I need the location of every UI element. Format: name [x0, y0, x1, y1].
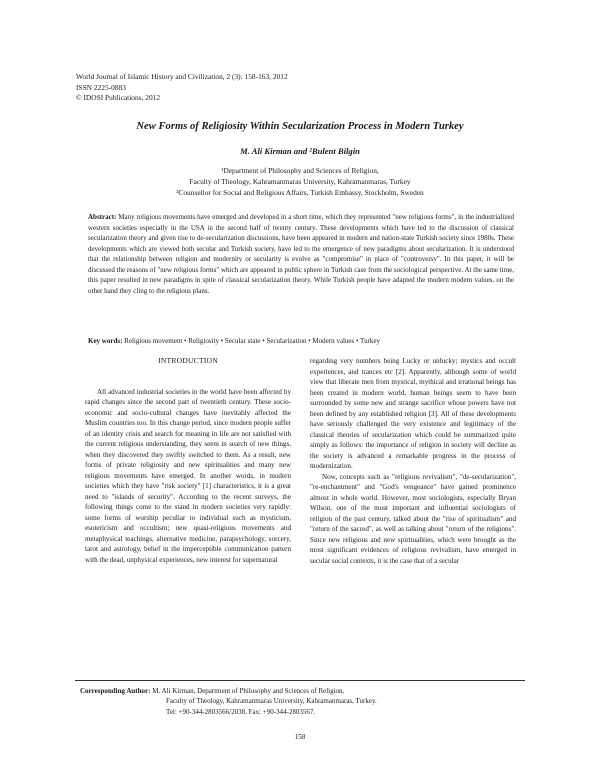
authors: M. Ali Kirman and ²Bulent Bilgin	[240, 146, 360, 156]
page-number: 158	[294, 733, 306, 741]
right-column	[310, 356, 516, 566]
footer-divider	[75, 680, 525, 681]
affiliation-line: ²Counsellor for Social and Religious Affairs, Turkish Embassy, Stockholm, Sweden	[176, 187, 424, 197]
corresponding-author-label: Corresponding Author:	[80, 687, 151, 695]
abstract	[88, 212, 514, 296]
corresponding-author-line: M. Ali Kirman, Department of Philosophy and Sciences of Religion,	[152, 687, 345, 695]
issn: ISSN 2225-0883	[76, 82, 126, 92]
abstract-text: Many religious movements have emerged and developed in a short time, which they represented "new religious forms", in the industrialized western societies especially in the USA in the second half of twenty century. These developments which have led to the discussion of classical secularization theory and given rise to de-secularization discussions, have been appeared in modern and nation-state Turkish society since 1980s. These developments which are viewed both secular and Turkish society, have led to the emergence of new paradigms about secularization. It is understood that the relationship between religion and modernity or secularity is evolve as "compromise" in place of "controversy". In this paper, it will be discussed the reasons of "new religious forms" which are appeared in public sphere in Turkish case from the sociological perspective. At the same time, this paper resulted in new paradigms in spite of classical secularization theory. While Turkish people have adapted the modern modern values, on the other hand they cling to the religious plans.	[88, 213, 515, 295]
journal-citation: World Journal of Islamic History and Civilization, 2 (3): 158-163, 2012	[76, 72, 288, 81]
introduction-heading: INTRODUCTION	[158, 356, 218, 365]
corresponding-author	[80, 686, 377, 717]
copyright: © IDOSI Publications, 2012	[76, 93, 161, 103]
corresponding-author-line: Tel: +90-344-2803566/2038, Fax: +90-344-2803567.	[166, 707, 316, 716]
affiliations	[0, 166, 600, 198]
left-column	[85, 356, 291, 565]
affiliation-line: ¹Department of Philosophy and Sciences of Religion,	[221, 166, 379, 175]
corresponding-author-line: Faculty of Theology, Kahramanmaras University, Kahramanmaras, Turkey.	[166, 697, 377, 706]
paper-title: New Forms of Religiosity Within Secularization Process in Modern Turkey	[136, 121, 464, 132]
abstract-label: Abstract:	[88, 213, 117, 221]
body-paragraph: regarding very numbers being Lucky or unlucky; mystics and occult experiences, and trances etc [2]. Apparently, although some of world view that liberate men from mystical, mythical and irrational beings has been created in modern world, human beings seem to have been surrounded by some new and strange sacrifice whose powers have not been defined by any established religion [3]. All of these developments have seriously challenged the very existence and legitimacy of the classical theories of secularization which could be summarized quite simply as follows: the importance of religion in society will decline as the society is advanced a remarkable progress in the process of modernization.	[310, 357, 516, 471]
keywords	[88, 336, 528, 346]
keywords-label: Key words:	[88, 337, 123, 345]
journal-header	[76, 72, 288, 104]
keywords-text: Religious movement • Religiosity • Secular state • Secularization • Modern values • Turkey	[124, 337, 381, 345]
body-paragraph: All advanced industrial societies in the world have been affected by rapid changes since the second part of twentieth century. These socio-economic and socio-cultural changes have inevitably affected the Muslim countries too. In this change period, since modern people suffer of an identity crisis and search for meaning in life are not satisfied with the current religious understanding, they seem in search of new things, when they discovered they swiftly switched to them. As a result, new forms of private religiosity and new spiritualities and many new religious movements have emerged. In another words, in modern societies which they have "risk society" [1] characteristics, it is a great need to "islands of security". According to the recent surveys, the following things come to the stand in modern societies very rapidly: some forms of worship peculiar to individual such as mysticism, esotericism and occultism; new quasi-religious movements and metaphysical teachings, alternative medicine, parapsychology, sorcery, tarot and astrology, belief in the imperceptible communication pattern with the dead, unphysical experiences, new interest for supernatural	[85, 387, 291, 564]
affiliation-line: Faculty of Theology, Kahramanmaras University, Kahramanmaras, Turkey	[189, 176, 411, 186]
body-paragraph: Now, concepts such as "religious revivalism", "de-secularization", "re-enchantment" and "God's vengeance" have gained prominence almost in whole world. However, most sociologists, especially Bryan Wilson, one of the most important and influential sociologists of religion of the past century, talked about the "rise of spiritualism" and "return of the sacred", as well as talking about "return of the religions". Since new religious and new spiritualities, which were brought as the most significant evidences of religious revivalism, have emerged in secular social contexts, it is the case that of a secular	[310, 472, 516, 565]
